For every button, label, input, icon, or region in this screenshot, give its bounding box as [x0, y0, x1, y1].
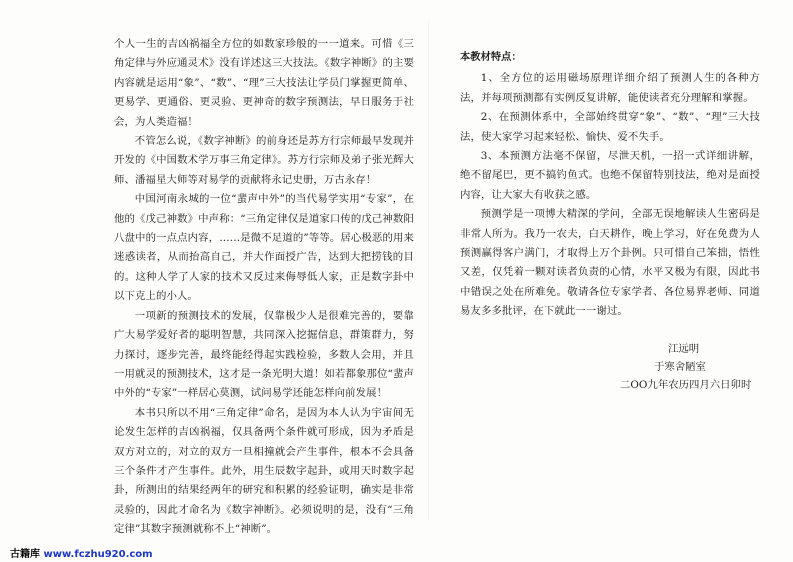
- author-studio: 于寒舍陋室: [654, 361, 706, 373]
- watermark-footer: [10, 545, 153, 560]
- right-paragraph-1: 1、全方位的运用磁场原理详细介绍了预测人生的各种方法，并每项预测都有实例反复讲解，能使读者充分理解和掌握。: [460, 72, 760, 104]
- site-name: 古籍库: [10, 549, 40, 560]
- features-heading: 本教材特点：: [460, 52, 522, 63]
- author-name: 江远明: [668, 343, 700, 355]
- left-paragraph-1: 个人一生的吉凶祸福全方位的如数家珍般的一一道来。可惜《三角定律与外应通灵术》没有详述这三大技法。《数字神断》的主要内容就是运用“象”、“数”、“理”三大技法让学员门掌握更简单、更易学、更通俗、更灵验、更神奇的数字预测法，早日服务于社会，为人类造福！: [114, 38, 414, 128]
- left-paragraph-5: 本书只所以不用“三角定律”命名，是因为本人认为宇宙间无论发生怎样的吉凶祸福，仅具备两个条件就可形成，因为矛盾是双方对立的，对立的双方一旦相撞就会产生事件，根本不会具备三个条件才产生事件。此外，用生辰数字起卦，或用天时数字起卦，所测出的结果经两年的研究和积累的经验证明，确实是非常灵验的，因此才命名为《数字神断》。必须说明的是，没有“三角定律”其数字预测就称不上“神断”。: [114, 406, 414, 536]
- right-paragraph-2: 2、在预测体系中，全部始终贯穿“象”、“数”、“理”三大技法，使大家学习起来轻松、愉快、爱不失手。: [460, 111, 760, 143]
- right-paragraph-3: 3、本预测方法毫不保留，尽泄天机，一招一式详细讲解，绝不留尾巴，更不搞钓鱼式。也绝不保留特别技法，绝对是面授内容，让大家大有收获之感。: [460, 150, 760, 201]
- left-paragraph-2: 不管怎么说，《数字神断》的前身还是苏方行宗师最早发现并开发的《中国数术学万事三角定律》。苏方行宗师及弟子张光辉大师、潘福星大师等对易学的贡献将永记史册，万古永存！: [114, 135, 414, 186]
- signature-date: 二OO九年农历四月六日卯时: [620, 379, 752, 391]
- left-page: [114, 35, 414, 540]
- right-page: [460, 48, 760, 322]
- page-fold: [428, 20, 429, 520]
- left-paragraph-4: 一项新的预测技术的发展，仅靠极少人是很难完善的，要靠广大易学爱好者的聪明智慧，共同深入挖掘信息，群策群力，努力探讨，逐步完善，最终能经得起实践检验，多数人会用，并且一用就灵的预测技术，这才是一条光明大道！如若都象那位“蜚声中外的“专家”一样居心莫测，试问易学还能怎样向前发展！: [114, 309, 414, 400]
- right-paragraph-4: 预测学是一项博大精深的学问，全部无误地解读人生密码是非常人所为。我乃一农夫，白天耕作，晚上学习，好在免费为人预测赢得客户满门，才取得上万个卦例。只可惜自己笨拙，悟性又差，仅凭着一颗对读者负责的心情，水平又极为有限，因此书中错误之处在所难免。敬请各位专家学者、各位易界老师、同道易友多多批评，在下就此一一谢过。: [460, 208, 760, 318]
- left-paragraph-3: 中国河南永城的一位“蜚声中外”的当代易学实用“专家”，在他的《戊己神数》中声称：“三角定律仅是道家口传的戊己神数阳八盘中的一点点内容，……是微不足道的”等等。居心极恶的用来迷惑读者，从而抬高自己，并大作面授广告，达到大把捞钱的目的。这种人学了人家的技术又反过来侮辱低人家，正是数字卦中以下克上的小人。: [114, 193, 414, 303]
- site-url[interactable]: www.fczhu920.com: [43, 549, 153, 560]
